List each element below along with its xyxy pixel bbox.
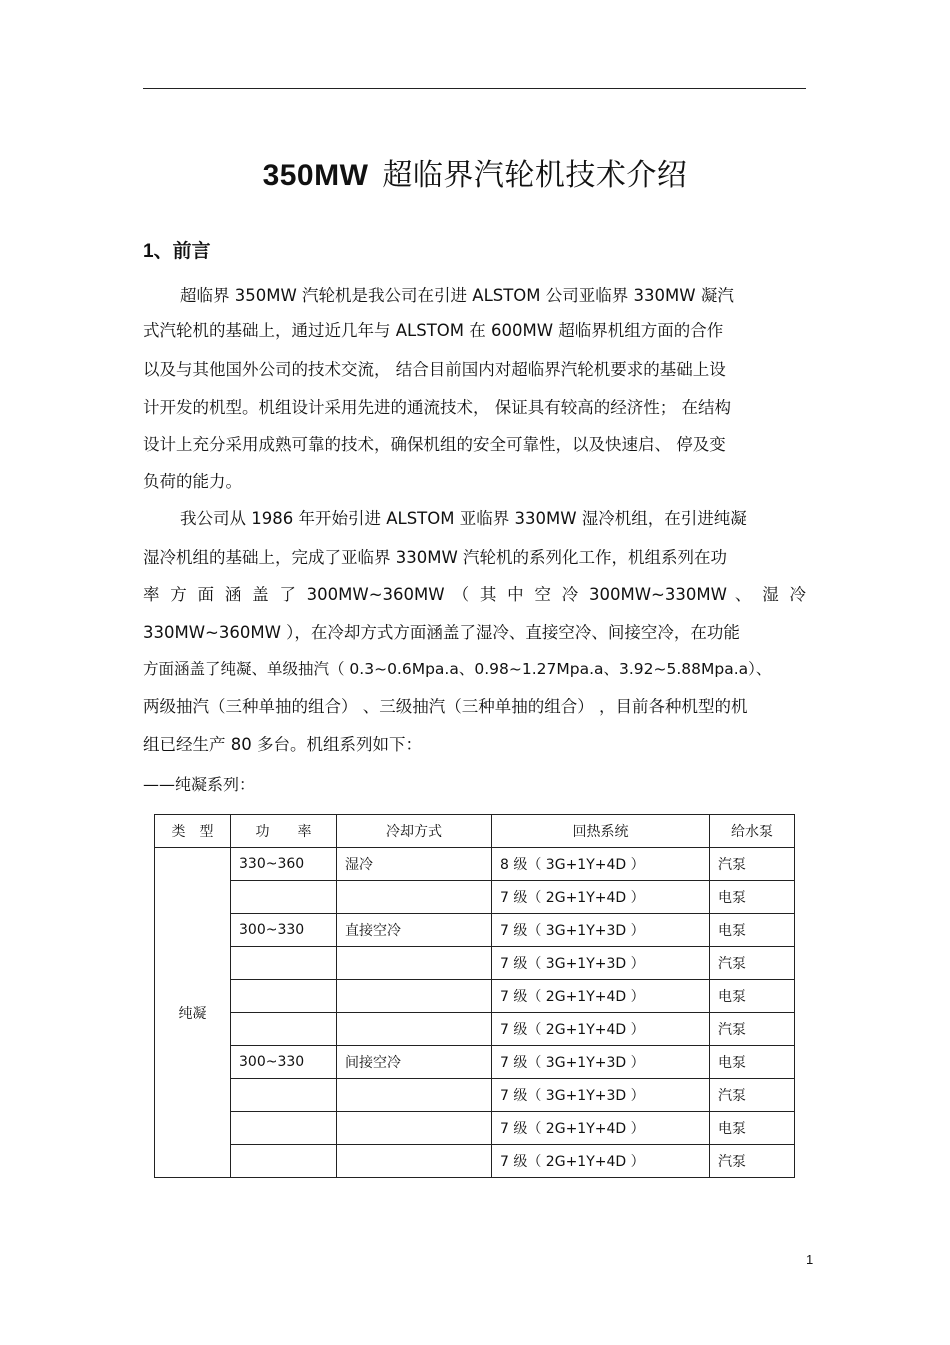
table-row — [155, 881, 795, 914]
paragraph-line: 330MW~360MW ），在冷却方式方面涵盖了湿冷、直接空冷、间接空冷，在功能 — [143, 623, 740, 642]
cell-cooling: 直接空冷 — [337, 914, 492, 947]
cell-power — [231, 1079, 337, 1112]
cell-cooling: 湿冷 — [337, 848, 492, 881]
paragraph-line: 组已经生产 80 多台。机组系列如下： — [143, 735, 422, 754]
paragraph-line: 湿冷机组的基础上，完成了亚临界 330MW 汽轮机的系列化工作，机组系列在功 — [143, 548, 728, 567]
column-header-cooling: 冷却方式 — [337, 815, 492, 848]
header-rule — [143, 88, 806, 89]
unit-series-table — [154, 814, 795, 1178]
cell-power — [231, 1145, 337, 1178]
table-row — [155, 1079, 795, 1112]
section-label: 、前言 — [153, 240, 211, 262]
cell-feed-pump: 电泵 — [710, 1112, 795, 1145]
cell-regeneration: 7 级（ 2G+1Y+4D ） — [492, 980, 710, 1013]
cell-cooling: 间接空冷 — [337, 1046, 492, 1079]
paragraph-line: 我公司从 1986 年开始引进 ALSTOM 亚临界 330MW 湿冷机组，在引进纯凝 — [180, 509, 747, 528]
cell-type: 纯凝 — [155, 848, 231, 1178]
column-header-feed-pump: 给水泵 — [710, 815, 795, 848]
paragraph-line: 两级抽汽（三种单抽的组合） 、三级抽汽（三种单抽的组合） ，目前各种机型的机 — [143, 697, 748, 716]
paragraph-line: 设计上充分采用成熟可靠的技术，确保机组的安全可靠性，以及快速启、 停及变 — [143, 435, 726, 454]
cell-regeneration: 7 级（ 2G+1Y+4D ） — [492, 881, 710, 914]
cell-feed-pump: 汽泵 — [710, 1145, 795, 1178]
cell-regeneration: 7 级（ 3G+1Y+3D ） — [492, 914, 710, 947]
cell-regeneration: 7 级（ 3G+1Y+3D ） — [492, 947, 710, 980]
cell-feed-pump: 电泵 — [710, 1046, 795, 1079]
column-header-type: 类 型 — [155, 815, 231, 848]
document-title — [0, 150, 950, 194]
table-row — [155, 1112, 795, 1145]
cell-regeneration: 7 级（ 3G+1Y+3D ） — [492, 1046, 710, 1079]
table-header-row — [155, 815, 795, 848]
table-row — [155, 848, 795, 881]
paragraph-line: 以及与其他国外公司的技术交流， 结合目前国内对超临界汽轮机要求的基础上设 — [143, 360, 726, 379]
cell-cooling — [337, 1112, 492, 1145]
cell-cooling — [337, 1145, 492, 1178]
series-label: ——纯凝系列： — [143, 775, 256, 794]
table-row — [155, 947, 795, 980]
paragraph-line: 负荷的能力。 — [143, 472, 242, 491]
page-number: 1 — [806, 1252, 814, 1267]
cell-cooling — [337, 947, 492, 980]
cell-cooling — [337, 1013, 492, 1046]
cell-power: 300~330 — [231, 1046, 337, 1079]
column-header-regeneration: 回热系统 — [492, 815, 710, 848]
paragraph-line: 率 方 面 涵 盖 了 300MW~360MW （ 其 中 空 冷 300MW~330MW 、 湿 冷 — [143, 585, 806, 604]
cell-power — [231, 881, 337, 914]
section-number: 1 — [143, 241, 154, 262]
column-header-power: 功 率 — [231, 815, 337, 848]
table-row — [155, 1013, 795, 1046]
cell-power: 330~360 — [231, 848, 337, 881]
cell-power — [231, 980, 337, 1013]
cell-regeneration: 7 级（ 2G+1Y+4D ） — [492, 1013, 710, 1046]
cell-feed-pump: 电泵 — [710, 881, 795, 914]
cell-power — [231, 1112, 337, 1145]
cell-power — [231, 1013, 337, 1046]
paragraph-line: 超临界 350MW 汽轮机是我公司在引进 ALSTOM 公司亚临界 330MW 凝汽 — [180, 286, 734, 305]
cell-feed-pump: 电泵 — [710, 914, 795, 947]
cell-regeneration: 7 级（ 3G+1Y+3D ） — [492, 1079, 710, 1112]
paragraph-line: 式汽轮机的基础上，通过近几年与 ALSTOM 在 600MW 超临界机组方面的合作 — [143, 321, 724, 340]
table-row — [155, 914, 795, 947]
cell-feed-pump: 汽泵 — [710, 848, 795, 881]
cell-power: 300~330 — [231, 914, 337, 947]
cell-cooling — [337, 1079, 492, 1112]
section-heading-preface — [143, 236, 211, 263]
cell-feed-pump: 汽泵 — [710, 1013, 795, 1046]
cell-feed-pump: 汽泵 — [710, 947, 795, 980]
cell-regeneration: 8 级（ 3G+1Y+4D ） — [492, 848, 710, 881]
table-row — [155, 1145, 795, 1178]
cell-regeneration: 7 级（ 2G+1Y+4D ） — [492, 1112, 710, 1145]
paragraph-line: 计开发的机型。机组设计采用先进的通流技术， 保证具有较高的经济性； 在结构 — [143, 398, 731, 417]
cell-power — [231, 947, 337, 980]
cell-cooling — [337, 980, 492, 1013]
paragraph-line: 方面涵盖了纯凝、单级抽汽（ 0.3~0.6Mpa.a、0.98~1.27Mpa.a、3.92~5.88Mpa.a）、 — [143, 660, 772, 678]
cell-feed-pump: 电泵 — [710, 980, 795, 1013]
cell-regeneration: 7 级（ 2G+1Y+4D ） — [492, 1145, 710, 1178]
cell-cooling — [337, 881, 492, 914]
cell-feed-pump: 汽泵 — [710, 1079, 795, 1112]
table-row — [155, 980, 795, 1013]
table-row — [155, 1046, 795, 1079]
title-rating: 350MW — [262, 159, 369, 192]
title-text: 超临界汽轮机技术介绍 — [382, 158, 688, 193]
